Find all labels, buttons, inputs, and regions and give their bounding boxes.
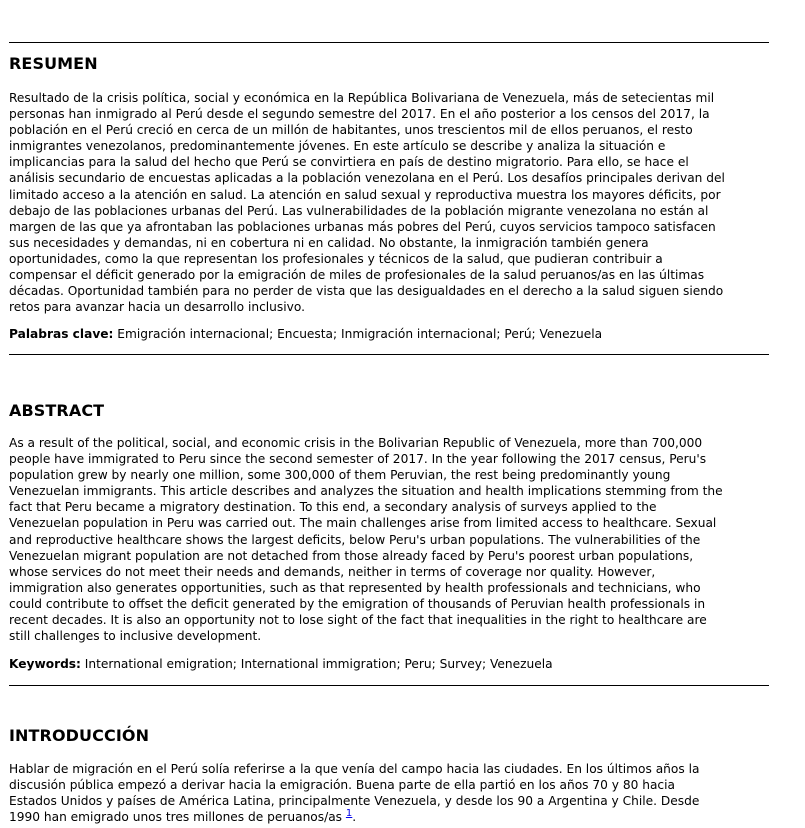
keywords-label: Palabras clave: [9, 327, 114, 341]
resumen-paragraph [9, 90, 789, 315]
resumen-line: Resultado de la crisis política, social y económica en la República Bolivariana de Venezuela, más de setecientas mil [9, 91, 715, 105]
abstract-line: and reproductive healthcare shows the largest deficits, below Peru's urban populations. The vulnerabilities of the [9, 532, 701, 547]
abstract-line: fact that Peru became a migratory destination. To this end, a secondary analysis of surveys applied to the [9, 500, 657, 515]
resumen-keywords [9, 326, 602, 342]
section-divider [9, 42, 769, 43]
footnote-link[interactable]: 1 [345, 808, 353, 820]
introduccion-paragraph [9, 761, 789, 825]
resumen-line: margen de las que ya afrontaban las poblaciones urbanas más pobres del Perú, cuyos servicios tampoco satisfacen [9, 219, 716, 234]
resumen-line: debajo de las poblaciones urbanas del Perú. Las vulnerabilidades de la población migrante venezolana no están al [9, 203, 709, 218]
introduccion-last-line-text: 1990 han emigrado unos tres millones de peruanos/as [9, 810, 346, 825]
keywords-label: Keywords: [9, 657, 81, 671]
keywords-list: International emigration; International immigration; Peru; Survey; Venezuela [80, 657, 553, 671]
resumen-line: limitado acceso a la atención en salud. La atención en salud sexual y reproductiva muestra los mayores déficits, por [9, 187, 721, 202]
abstract-line: still challenges to inclusive development. [9, 629, 262, 644]
abstract-line: population grew by nearly one million, some 300,000 of them Peruvian, the rest being predominantly young [9, 468, 671, 483]
resumen-line: sus necesidades y demandas, ni en cobertura ni en calidad. No obstante, la inmigración también genera [9, 235, 649, 250]
abstract-keywords [9, 656, 553, 672]
section-divider [9, 354, 769, 355]
introduccion-line: discusión pública empezó a derivar hacia la emigración. Buena parte de ella partió en los años 70 y 80 hacia [9, 778, 675, 793]
abstract-line: Venezuelan immigrants. This article describes and analyzes the situation and health implications stemming from the [9, 484, 723, 499]
introduccion-line: Estados Unidos y países de América Latina, principalmente Venezuela, y desde los 90 a Argentina y Chile. Desde [9, 794, 700, 809]
introduccion-line [9, 809, 789, 825]
abstract-line: immigration also generates opportunities, such as that represented by health professionals and technicians, who [9, 580, 701, 595]
resumen-line: retos para avanzar hacia un desarrollo inclusivo. [9, 300, 305, 315]
resumen-line: implicancias para la salud del hecho que Perú se convirtiera en país de destino migratorio. Para ello, se hace el [9, 155, 689, 170]
abstract-line: Venezuelan population in Peru was carried out. The main challenges arise from limited access to healthcare. Sexual [9, 516, 717, 531]
abstract-line: recent decades. It is also an opportunity not to lose sight of the fact that inequalities in the right to healthcare are [9, 613, 707, 628]
resumen-line: oportunidades, como la que representan los profesionales y técnicos de la salud, que pudieran contribuir a [9, 251, 663, 266]
abstract-line: could contribute to offset the deficit generated by the emigration of thousands of Peruvian health professionals in [9, 596, 706, 611]
abstract-paragraph [9, 435, 789, 644]
abstract-line: As a result of the political, social, and economic crisis in the Bolivarian Republic of Venezuela, more than 700,000 [9, 436, 703, 450]
abstract-heading: ABSTRACT [9, 401, 105, 420]
resumen-line: personas han inmigrado al Perú desde el segundo semestre del 2017. En el año posterior a los censos del 2017, la [9, 107, 710, 122]
resumen-line: análisis secundario de encuestas aplicadas a la población venezolana en el Perú. Los desafíos principales derivan del [9, 171, 725, 186]
resumen-line: población en el Perú creció en cerca de un millón de habitantes, unos trescientos mil de ellos peruanos, el resto [9, 123, 693, 138]
resumen-line: inmigrantes venezolanos, predominantemente jóvenes. En este artículo se describe y analiza la situación e [9, 139, 666, 154]
resumen-line: décadas. Oportunidad también para no perder de vista que las desigualdades en el derecho a la salud siguen siendo [9, 284, 724, 299]
resumen-line: compensar el déficit generado por la emigración de miles de profesionales de la salud peruanos/as en las últimas [9, 268, 705, 283]
introduccion-period: . [352, 810, 357, 825]
abstract-line: people have immigrated to Peru since the second semester of 2017. In the year following the 2017 census, Peru's [9, 452, 707, 467]
keywords-list: Emigración internacional; Encuesta; Inmigración internacional; Perú; Venezuela [113, 327, 603, 341]
abstract-line: whose services do not meet their needs and demands, neither in terms of coverage nor quality. However, [9, 564, 656, 579]
section-divider [9, 685, 769, 686]
introduccion-line: Hablar de migración en el Perú solía referirse a la que venía del campo hacia las ciudades. En los últimos años la [9, 762, 700, 776]
abstract-line: Venezuelan migrant population are not detached from those already faced by Peru's poorest urban populations, [9, 548, 694, 563]
resumen-heading: RESUMEN [9, 54, 98, 73]
introduccion-heading: INTRODUCCIÓN [9, 726, 150, 745]
